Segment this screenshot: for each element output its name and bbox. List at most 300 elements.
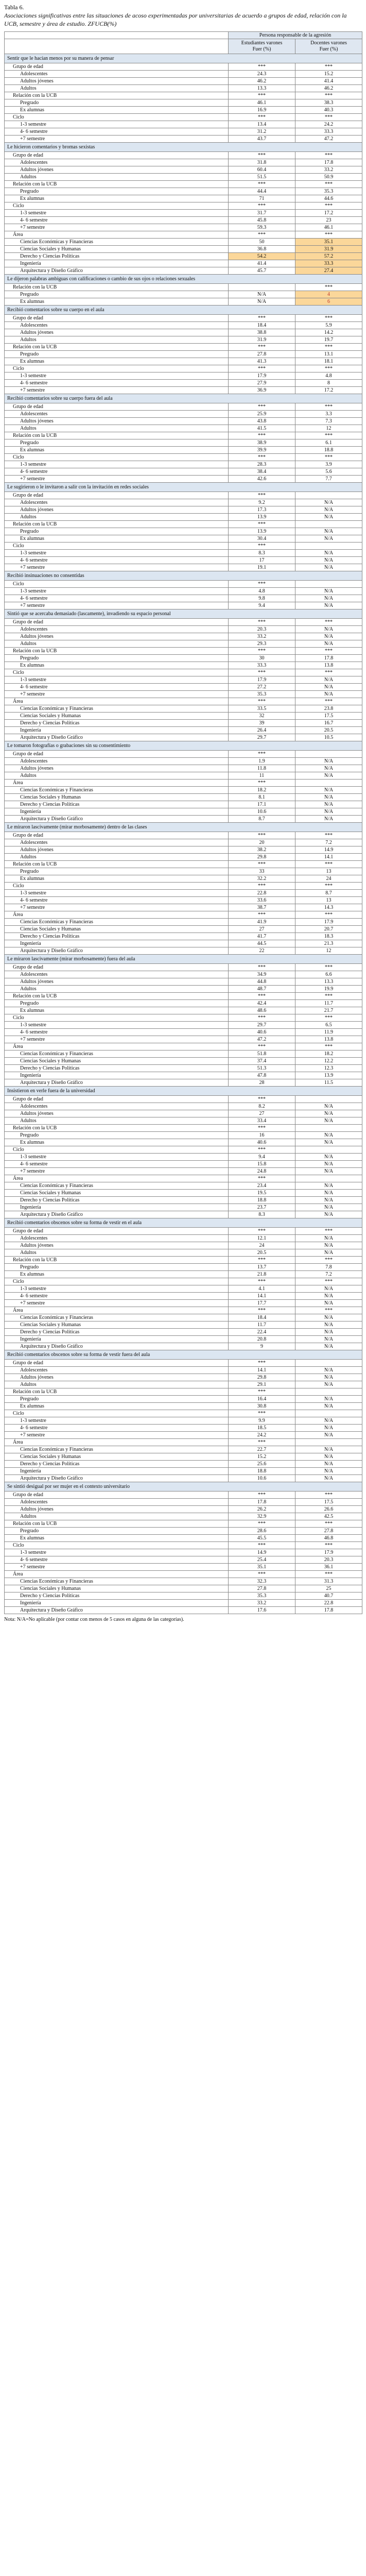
value-students: 29.8 <box>229 1374 295 1381</box>
value-teachers: N/A <box>295 1453 362 1460</box>
value-teachers: N/A <box>295 595 362 602</box>
value-students: 45.5 <box>229 1534 295 1541</box>
value-students: *** <box>229 992 295 999</box>
value-teachers: 12 <box>295 947 362 954</box>
value-teachers: *** <box>295 992 362 999</box>
category-row <box>5 1321 362 1328</box>
category-row <box>5 662 362 669</box>
group-row <box>5 403 362 410</box>
category-row <box>5 99 362 106</box>
value-students: *** <box>229 314 295 321</box>
value-students: 9.4 <box>229 1153 295 1160</box>
row-label: Ingeniería <box>5 1335 229 1343</box>
group-row <box>5 1227 362 1234</box>
category-row <box>5 528 362 535</box>
value-students: 14.1 <box>229 1366 295 1374</box>
value-teachers: *** <box>295 618 362 625</box>
value-teachers: 26.6 <box>295 1505 362 1513</box>
value-students: 33.6 <box>229 896 295 904</box>
row-label: Relación con la UCB <box>5 520 229 528</box>
value-teachers: N/A <box>295 1110 362 1117</box>
value-students: 8.1 <box>229 793 295 801</box>
value-teachers: 8.7 <box>295 889 362 896</box>
value-students: 33.2 <box>229 1599 295 1606</box>
value-students: 27.8 <box>229 350 295 358</box>
group-row <box>5 542 362 549</box>
value-students: 42.4 <box>229 999 295 1007</box>
category-row <box>5 468 362 475</box>
value-students: 18.5 <box>229 1424 295 1431</box>
category-row <box>5 719 362 726</box>
row-label: Adolescentes <box>5 1234 229 1242</box>
value-students: 24.3 <box>229 70 295 77</box>
row-label: Ex alumnas <box>5 875 229 882</box>
value-teachers: 17.8 <box>295 1606 362 1614</box>
value-teachers: *** <box>295 1307 362 1314</box>
group-row <box>5 1359 362 1366</box>
value-teachers: N/A <box>295 1335 362 1343</box>
row-label: Adolescentes <box>5 410 229 417</box>
row-label: Adultos <box>5 772 229 779</box>
value-teachers: N/A <box>295 1211 362 1218</box>
value-teachers: 41.4 <box>295 77 362 84</box>
row-label: Arquitectura y Diseño Gráfico <box>5 1079 229 1086</box>
row-label: Pregrado <box>5 999 229 1007</box>
category-row <box>5 84 362 92</box>
category-row <box>5 252 362 260</box>
value-students: *** <box>229 1307 295 1314</box>
value-teachers: N/A <box>295 1321 362 1328</box>
value-students: *** <box>229 1491 295 1498</box>
value-teachers: 7.2 <box>295 839 362 846</box>
value-students: *** <box>229 860 295 868</box>
value-students: 16.4 <box>229 1395 295 1402</box>
category-row <box>5 417 362 425</box>
section-header-row <box>5 954 362 963</box>
section-header-row <box>5 482 362 492</box>
category-row <box>5 1292 362 1299</box>
row-label: 1-3 semestre <box>5 461 229 468</box>
value-teachers: 6.1 <box>295 439 362 446</box>
section-header-row <box>5 54 362 63</box>
value-students: 45.7 <box>229 267 295 274</box>
section-header-row <box>5 1482 362 1491</box>
group-row <box>5 647 362 654</box>
row-label: Grupo de edad <box>5 618 229 625</box>
row-label: +7 semestre <box>5 602 229 609</box>
value-teachers: N/A <box>295 690 362 698</box>
value-teachers: N/A <box>295 1374 362 1381</box>
row-label: Grupo de edad <box>5 1095 229 1103</box>
category-row <box>5 1549 362 1556</box>
value-students: 25.9 <box>229 410 295 417</box>
row-label: 1-3 semestre <box>5 1021 229 1028</box>
value-teachers: N/A <box>295 1381 362 1388</box>
value-teachers: 22.8 <box>295 1599 362 1606</box>
category-row <box>5 1475 362 1482</box>
header-blank-2 <box>5 39 229 54</box>
row-label: Adultos <box>5 1381 229 1388</box>
row-label: Adultos <box>5 1513 229 1520</box>
row-label: Adultos <box>5 513 229 520</box>
value-teachers: 13 <box>295 896 362 904</box>
value-teachers: 40.3 <box>295 106 362 113</box>
row-label: Arquitectura y Diseño Gráfico <box>5 734 229 741</box>
row-label: 4- 6 semestre <box>5 216 229 224</box>
category-row <box>5 1072 362 1079</box>
category-row <box>5 1395 362 1402</box>
value-students: 28 <box>229 1079 295 1086</box>
value-students: 44.5 <box>229 940 295 947</box>
value-teachers: 36.1 <box>295 1563 362 1570</box>
category-row <box>5 1343 362 1350</box>
row-label: Relación con la UCB <box>5 92 229 99</box>
value-teachers: N/A <box>295 564 362 571</box>
row-label: Relación con la UCB <box>5 432 229 439</box>
category-row <box>5 216 362 224</box>
row-label: Área <box>5 1175 229 1182</box>
group-row <box>5 1124 362 1131</box>
row-label: Ex alumnas <box>5 1270 229 1278</box>
value-teachers: 6.6 <box>295 971 362 978</box>
category-row <box>5 410 362 417</box>
value-students: 24.8 <box>229 1167 295 1175</box>
category-row <box>5 815 362 822</box>
value-students: 16.9 <box>229 106 295 113</box>
category-row <box>5 128 362 135</box>
category-row <box>5 947 362 954</box>
category-row <box>5 549 362 556</box>
value-teachers: *** <box>295 432 362 439</box>
row-label: Pregrado <box>5 1527 229 1534</box>
value-teachers: 18.1 <box>295 358 362 365</box>
row-label: Derecho y Ciencias Políticas <box>5 933 229 940</box>
value-students: *** <box>229 698 295 705</box>
value-teachers: N/A <box>295 640 362 647</box>
category-row <box>5 1285 362 1292</box>
value-students: 41.4 <box>229 260 295 267</box>
group-row <box>5 1014 362 1021</box>
value-teachers: 17.8 <box>295 654 362 662</box>
value-students: 43.8 <box>229 417 295 425</box>
value-teachers: N/A <box>295 1446 362 1453</box>
value-students: 18.4 <box>229 321 295 329</box>
row-label: Grupo de edad <box>5 963 229 971</box>
header-col-teachers-sub: Fuer (%) <box>319 46 338 52</box>
row-label: Área <box>5 911 229 918</box>
value-teachers: 50.9 <box>295 173 362 180</box>
value-teachers <box>295 1410 362 1417</box>
value-teachers: 33.3 <box>295 128 362 135</box>
value-students: *** <box>229 1175 295 1182</box>
value-students: 29.7 <box>229 1021 295 1028</box>
category-row <box>5 267 362 274</box>
value-teachers <box>295 580 362 587</box>
category-row <box>5 166 362 173</box>
row-label: Relación con la UCB <box>5 1520 229 1527</box>
category-row <box>5 640 362 647</box>
row-label: Pregrado <box>5 1263 229 1270</box>
value-students: 46.2 <box>229 77 295 84</box>
group-row <box>5 202 362 209</box>
row-label: Adultos jóvenes <box>5 633 229 640</box>
header-group: Persona responsable de la agresión <box>229 31 362 39</box>
row-label: Derecho y Ciencias Políticas <box>5 252 229 260</box>
value-teachers <box>295 1095 362 1103</box>
row-label: Ciencias Económicas y Financieras <box>5 1578 229 1585</box>
value-teachers: 47.2 <box>295 135 362 142</box>
row-label: Derecho y Ciencias Políticas <box>5 1196 229 1204</box>
section-header-row <box>5 274 362 283</box>
group-row <box>5 180 362 188</box>
row-label: +7 semestre <box>5 475 229 482</box>
value-teachers: 17.8 <box>295 159 362 166</box>
value-students: *** <box>229 779 295 786</box>
value-teachers: N/A <box>295 1234 362 1242</box>
row-label: Adultos <box>5 853 229 860</box>
value-students: *** <box>229 1227 295 1234</box>
row-label: 4- 6 semestre <box>5 1556 229 1563</box>
category-row <box>5 1050 362 1057</box>
row-label: Ciclo <box>5 669 229 676</box>
value-teachers: 17.5 <box>295 712 362 719</box>
header-blank <box>5 31 229 39</box>
group-row <box>5 432 362 439</box>
category-row <box>5 1513 362 1520</box>
row-label: Adultos jóvenes <box>5 978 229 985</box>
table-caption: Asociaciones significativas entre las situaciones de acoso experimentadas por universitarias de acuerdo a grupos de edad, relación con la UCB, semestre y área de estudio. ZFUCB(%) <box>4 12 347 28</box>
category-row <box>5 1167 362 1175</box>
group-row <box>5 113 362 121</box>
category-row <box>5 772 362 779</box>
category-row <box>5 475 362 482</box>
section-header-row <box>5 1086 362 1095</box>
category-row <box>5 786 362 793</box>
value-students: 29.3 <box>229 640 295 647</box>
row-label: Ingeniería <box>5 1204 229 1211</box>
value-teachers: 13.8 <box>295 662 362 669</box>
row-label: +7 semestre <box>5 1431 229 1438</box>
value-students: *** <box>229 882 295 889</box>
value-students: 46.1 <box>229 99 295 106</box>
category-row <box>5 564 362 571</box>
value-teachers: N/A <box>295 1460 362 1467</box>
value-teachers: N/A <box>295 1182 362 1189</box>
value-students: 26.2 <box>229 1505 295 1513</box>
row-label: Adultos <box>5 336 229 343</box>
row-label: Adultos jóvenes <box>5 1242 229 1249</box>
value-teachers: 57.2 <box>295 252 362 260</box>
category-row <box>5 875 362 882</box>
row-label: 1-3 semestre <box>5 372 229 379</box>
row-label: Área <box>5 698 229 705</box>
row-label: +7 semestre <box>5 1036 229 1043</box>
value-students: 9 <box>229 1343 295 1350</box>
category-row <box>5 918 362 925</box>
row-label: Pregrado <box>5 99 229 106</box>
row-label: Ciclo <box>5 1014 229 1021</box>
row-label: +7 semestre <box>5 386 229 394</box>
value-teachers: N/A <box>295 1153 362 1160</box>
row-label: Relación con la UCB <box>5 992 229 999</box>
value-teachers: 18.8 <box>295 446 362 453</box>
value-students: 32.3 <box>229 1578 295 1585</box>
row-label: +7 semestre <box>5 1299 229 1307</box>
row-label: Grupo de edad <box>5 1359 229 1366</box>
category-row <box>5 1453 362 1460</box>
value-students: 12.1 <box>229 1234 295 1242</box>
value-teachers: 6 <box>295 298 362 305</box>
value-teachers: 13.8 <box>295 1036 362 1043</box>
value-students: *** <box>229 1520 295 1527</box>
value-teachers: *** <box>295 1541 362 1549</box>
row-label: Relación con la UCB <box>5 343 229 350</box>
group-row <box>5 1043 362 1050</box>
value-teachers: N/A <box>295 1196 362 1204</box>
category-row <box>5 1028 362 1036</box>
category-row <box>5 260 362 267</box>
value-teachers: *** <box>295 202 362 209</box>
value-students: 16 <box>229 1131 295 1139</box>
category-row <box>5 683 362 690</box>
row-label: Ciclo <box>5 202 229 209</box>
category-row <box>5 1446 362 1453</box>
value-teachers: N/A <box>295 1299 362 1307</box>
value-teachers: *** <box>295 1278 362 1285</box>
value-students: 51.5 <box>229 173 295 180</box>
row-label: Ciencias Económicas y Financieras <box>5 918 229 925</box>
section-title: Recibió insinuaciones no consentidas <box>5 571 362 580</box>
group-row <box>5 860 362 868</box>
row-label: Relación con la UCB <box>5 180 229 188</box>
value-teachers: *** <box>295 343 362 350</box>
category-row <box>5 1249 362 1256</box>
value-teachers: 3.9 <box>295 461 362 468</box>
category-row <box>5 358 362 365</box>
value-students: *** <box>229 63 295 70</box>
row-label: Grupo de edad <box>5 1227 229 1234</box>
value-students: 42.6 <box>229 475 295 482</box>
value-teachers: 19.9 <box>295 985 362 992</box>
value-teachers: 14.9 <box>295 846 362 853</box>
value-teachers: N/A <box>295 1103 362 1110</box>
category-row <box>5 159 362 166</box>
group-row <box>5 1307 362 1314</box>
value-students: 38.4 <box>229 468 295 475</box>
value-students: *** <box>229 580 295 587</box>
row-label: Ciencias Económicas y Financieras <box>5 1050 229 1057</box>
category-row <box>5 1505 362 1513</box>
category-row <box>5 654 362 662</box>
category-row <box>5 1328 362 1335</box>
value-teachers: N/A <box>295 499 362 506</box>
section-title: Le miraron lascivamente (mirar morbosamente) dentro de las clases <box>5 822 362 832</box>
group-row <box>5 580 362 587</box>
value-teachers: N/A <box>295 1328 362 1335</box>
section-title: Recibió comentarios sobre su cuerpo en el aula <box>5 305 362 314</box>
section-title: Le hicieron comentarios y bromas sexistas <box>5 142 362 151</box>
section-title: Le tomaron fotografías o grabaciones sin su consentimiento <box>5 741 362 750</box>
value-students: 41.5 <box>229 425 295 432</box>
category-row <box>5 513 362 520</box>
value-students: 22.8 <box>229 889 295 896</box>
category-row <box>5 734 362 741</box>
row-label: Ex alumnas <box>5 1534 229 1541</box>
row-label: 4- 6 semestre <box>5 683 229 690</box>
value-teachers: N/A <box>295 506 362 513</box>
row-label: +7 semestre <box>5 564 229 571</box>
value-teachers: *** <box>295 63 362 70</box>
category-row <box>5 1270 362 1278</box>
value-students: 38.2 <box>229 846 295 853</box>
value-teachers: 23 <box>295 216 362 224</box>
value-teachers: N/A <box>295 1475 362 1482</box>
row-label: Ciclo <box>5 1541 229 1549</box>
category-row <box>5 765 362 772</box>
value-teachers: 31.9 <box>295 245 362 252</box>
row-label: Arquitectura y Diseño Gráfico <box>5 947 229 954</box>
category-row <box>5 1064 362 1072</box>
value-teachers: 12 <box>295 425 362 432</box>
row-label: 4- 6 semestre <box>5 1292 229 1299</box>
value-students: 32 <box>229 712 295 719</box>
value-teachers: 46.8 <box>295 1534 362 1541</box>
category-row <box>5 1057 362 1064</box>
category-row <box>5 535 362 542</box>
value-students: 18.8 <box>229 1467 295 1475</box>
category-row <box>5 1417 362 1424</box>
row-label: Grupo de edad <box>5 750 229 757</box>
value-students: 23.7 <box>229 1204 295 1211</box>
row-label: Adultos <box>5 425 229 432</box>
value-students: 48.7 <box>229 985 295 992</box>
category-row <box>5 1599 362 1606</box>
value-students: 54.2 <box>229 252 295 260</box>
row-label: +7 semestre <box>5 1563 229 1570</box>
value-teachers <box>295 1175 362 1182</box>
value-students: 13.4 <box>229 121 295 128</box>
category-row <box>5 329 362 336</box>
row-label: +7 semestre <box>5 690 229 698</box>
value-teachers: N/A <box>295 1167 362 1175</box>
value-teachers: 12.3 <box>295 1064 362 1072</box>
value-teachers: 27.8 <box>295 1527 362 1534</box>
value-teachers: 7.7 <box>295 475 362 482</box>
category-row <box>5 1431 362 1438</box>
category-row <box>5 904 362 911</box>
row-label: Ingeniería <box>5 940 229 947</box>
group-row <box>5 1541 362 1549</box>
category-row <box>5 1153 362 1160</box>
group-row <box>5 492 362 499</box>
category-row <box>5 245 362 252</box>
value-teachers: 33.3 <box>295 260 362 267</box>
group-row <box>5 698 362 705</box>
value-students: 19.1 <box>229 564 295 571</box>
value-teachers: N/A <box>295 535 362 542</box>
row-label: 4- 6 semestre <box>5 595 229 602</box>
value-teachers: N/A <box>295 765 362 772</box>
value-teachers: 14.3 <box>295 904 362 911</box>
section-header-row <box>5 822 362 832</box>
value-students: *** <box>229 92 295 99</box>
category-row <box>5 1079 362 1086</box>
category-row <box>5 712 362 719</box>
category-row <box>5 173 362 180</box>
row-label: Ex alumnas <box>5 298 229 305</box>
value-students: 20.3 <box>229 625 295 633</box>
value-teachers: *** <box>295 963 362 971</box>
